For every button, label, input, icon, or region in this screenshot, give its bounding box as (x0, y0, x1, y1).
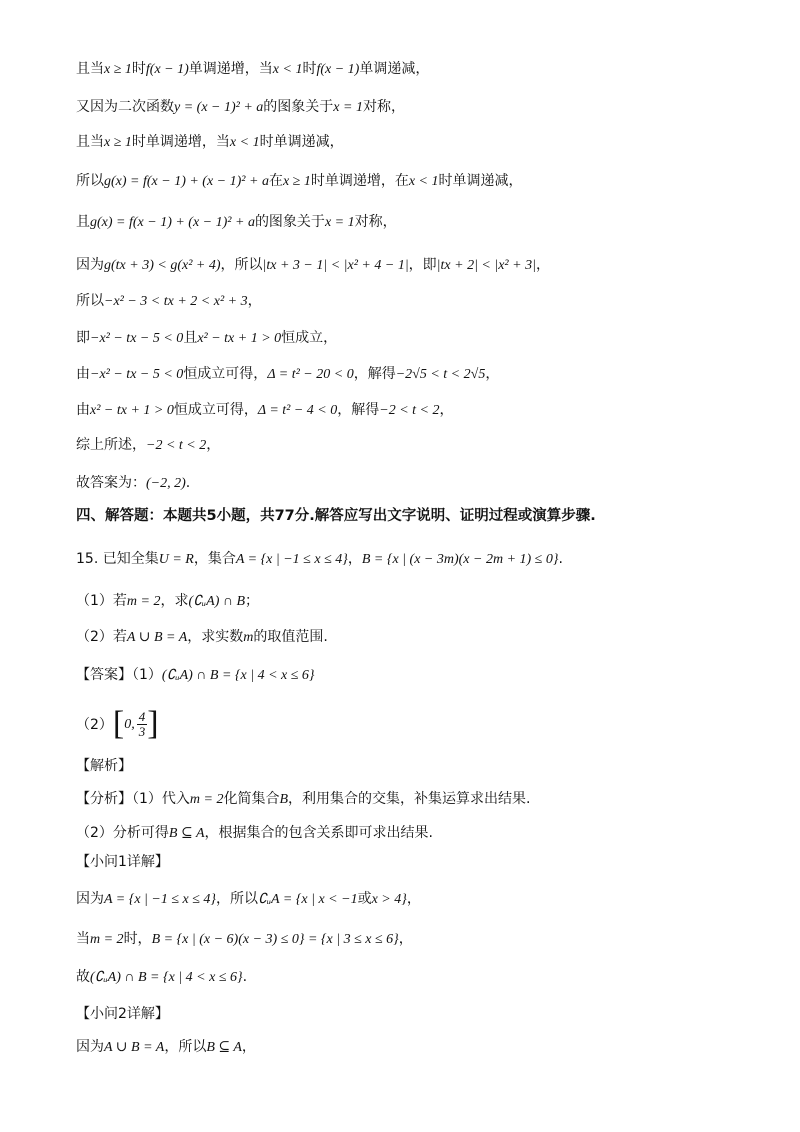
fraction-four-thirds: $\frac{4}{3}$ (138, 708, 146, 739)
problem-stem: 15. 已知全集U = R，集合A = {x | −1 ≤ x ≤ 4}，B = {x | (x − 3m)(x − 2m + 1) ≤ 0}. (76, 551, 563, 567)
solution-line-9: 由−x² − tx − 5 < 0恒成立可得，Δ = t² − 20 < 0，解得−2√5 < t < 2√5， (76, 366, 500, 382)
answer-line-1: 【答案】（1）(∁ᵤA) ∩ B = {x | 4 < x ≤ 6} (76, 667, 315, 683)
solution-line-1: 且当x ≥ 1时f(x − 1)单调递增，当x < 1时f(x − 1)单调递减， (76, 61, 430, 77)
solution-line-12: 故答案为：(−2, 2). (76, 475, 191, 491)
solution-line-10: 由x² − tx + 1 > 0恒成立可得，Δ = t² − 4 < 0，解得−2 < t < 2， (76, 402, 454, 418)
analysis-line-2: （2）分析可得B ⊆ A，根据集合的包含关系即可求出结果. (76, 825, 433, 841)
solution-line-11: 综上所述，−2 < t < 2， (76, 437, 221, 453)
answer-line-2: （2）[0, $\frac{4}{3}$ ] (76, 705, 159, 742)
detail-1-line-1: 因为A = {x | −1 ≤ x ≤ 4}，所以∁ᵤA = {x | x < −1或x > 4}， (76, 891, 421, 907)
solution-line-8: 即−x² − tx − 5 < 0且x² − tx + 1 > 0恒成立， (76, 330, 338, 346)
solution-line-3: 且当x ≥ 1时单调递增，当x < 1时单调递减， (76, 134, 344, 150)
solution-line-7: 所以−x² − 3 < tx + 2 < x² + 3， (76, 293, 262, 309)
detail-1-line-3: 故(∁ᵤA) ∩ B = {x | 4 < x ≤ 6}. (76, 969, 248, 985)
problem-question-2: （2）若A ∪ B = A，求实数m的取值范围. (76, 629, 328, 645)
solution-line-5: 且g(x) = f(x − 1) + (x − 1)² + a的图象关于x = 1对称， (76, 214, 397, 230)
section-heading: 四、解答题：本题共5小题，共77分.解答应写出文字说明、证明过程或演算步骤. (76, 508, 596, 524)
analysis-label: 【解析】 (76, 758, 132, 774)
problem-question-1: （1）若m = 2，求(∁ᵤA) ∩ B； (76, 593, 260, 609)
detail-2-label: 【小问2详解】 (76, 1006, 169, 1022)
detail-1-line-2: 当m = 2时，B = {x | (x − 6)(x − 3) ≤ 0} = {x | 3 ≤ x ≤ 6}， (76, 931, 413, 947)
analysis-line-1: 【分析】（1）代入m = 2化简集合B，利用集合的交集，补集运算求出结果. (76, 791, 531, 807)
solution-line-2: 又因为二次函数y = (x − 1)² + a的图象关于x = 1对称， (76, 99, 405, 115)
solution-line-6: 因为g(tx + 3) < g(x² + 4)，所以|tx + 3 − 1| < |x² + 4 − 1|，即|tx + 2| < |x² + 3|， (76, 257, 550, 273)
detail-2-line-1: 因为A ∪ B = A，所以B ⊆ A， (76, 1039, 256, 1055)
solution-line-4: 所以g(x) = f(x − 1) + (x − 1)² + a在x ≥ 1时单调递增，在x < 1时单调递减， (76, 173, 523, 189)
detail-1-label: 【小问1详解】 (76, 854, 169, 870)
answer-label: 【答案】 (76, 667, 132, 683)
